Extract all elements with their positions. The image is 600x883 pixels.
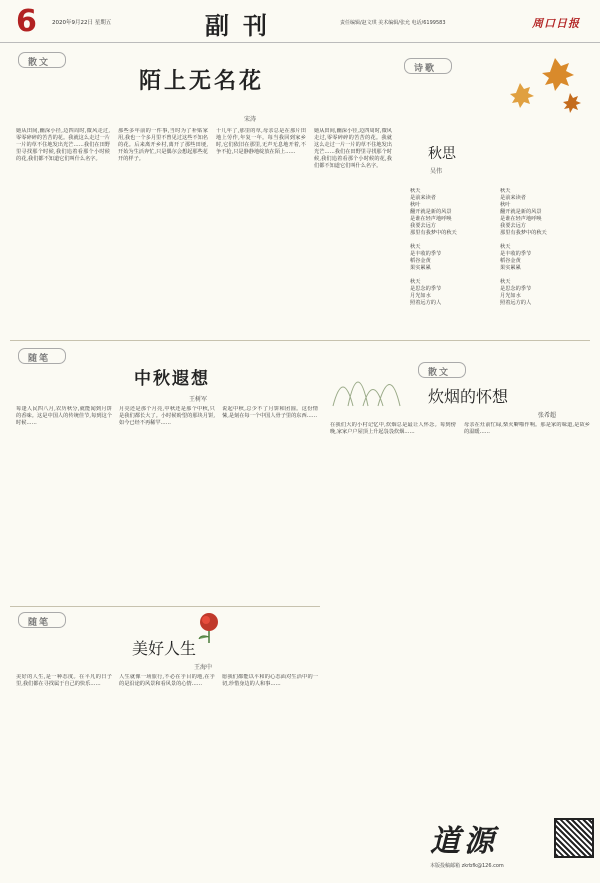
article-column: 在我们大的小村记忆中,炊烟总是最让人怀念。每到傍晚,家家户户屋顶上升起袅袅炊烟…… [330, 422, 456, 435]
article-title: 美好人生 [132, 639, 197, 658]
article-author: 宋涛 [244, 116, 257, 123]
paper-logo [532, 12, 592, 30]
article-column: 每逢人民四八月,农历秋分,就能闻到月饼的香味。这是中国人的传统佳节,每到这个时候…… [16, 406, 112, 426]
article-author: 张希超 [538, 412, 557, 419]
article-lu-shang-wu-ming-hua [14, 42, 394, 335]
article-title: 炊烟的怀想 [428, 387, 509, 406]
article-mei-hao-ren-sheng [14, 608, 320, 873]
article-column: 愿我们都能以平和的心态面对生活中的一切,珍惜身边的人和事…… [222, 674, 318, 687]
article-column: 她从田间,幽深小径,边四周时,微风走过,零零碎碎的苦苦的花。我就这么走过一片一片的草不住地发出光芒……我们在田野里寻找那个时候,我们追着看那个小时候的花,我们都不知道它们叫什么名字。 [16, 128, 110, 162]
page-number: 6 [16, 4, 37, 39]
article-column: 母亲在灶前忙碌,柴火噼啪作响。那是家的味道,是故乡的温暖…… [464, 422, 590, 435]
section-tag-label: 散文 [428, 368, 451, 378]
submission-note: 本版投稿邮箱 zkrbfk@126.com [430, 863, 504, 869]
article-column: 美好的人生,是一种态度。在平凡的日子里,我们都在寻找属于自己的快乐…… [16, 674, 112, 687]
editor-info: 责任编辑/赵文琪 美术编辑/张允 电话/6199583 [340, 20, 446, 26]
leaves-illustration [460, 48, 590, 128]
article-zhong-qiu-xia-xiang [14, 342, 320, 605]
poem-author: 吴伟 [430, 168, 443, 175]
poem-body: 秋天 是前来读者 秋叶 翻开就是新的风景 是谁在轻声地呼唤 我要去远方 那里有我梦中的秋天 秋天 是丰收的季节 稻谷金黄 果实累累 秋天 是思念的季节 月光如水 照着远方的人 [410, 188, 457, 306]
page-header [0, 0, 600, 43]
poem-title: 秋思 [428, 146, 456, 162]
paper-name: 周口日报 [532, 17, 580, 30]
article-title: 陌上无名花 [139, 69, 265, 94]
article-column: 那些多年前的一件事,当时为了补贴家用,我也一个多月里不曾见过这些不知名的花。后来离开乡村,离开了那些田埂,开始为生活奔忙,只是偶尔会想起那些花开的样子。 [118, 128, 208, 162]
article-author: 王树军 [189, 396, 208, 403]
poem-tag: 诗歌 [414, 64, 437, 74]
article-column: 十几年了,那里的草,母亲总是在那片田地上劳作,年复一年。每当我回到家乡时,它们依旧在那里,无声无息地开着,不争不抢,只是静静地绽放在陌上…… [216, 128, 306, 155]
article-author: 王海中 [194, 664, 213, 671]
maple-leaf-icon [460, 48, 590, 128]
divider [10, 606, 320, 607]
issue-date: 2020年9月22日 星期五 [52, 20, 112, 26]
section-title: 副刊 [205, 12, 281, 40]
article-column: 她从田间,幽深小径,边四周时,微风走过,零零碎碎的苦苦的花。我就这么走过一片一片的草不住地发出光芒……我们在田野里寻找那个时候,我们追着看那个小时候的花,我们都不知道它们叫什么名字。 [314, 128, 392, 169]
calligraphy-title: 道源 [430, 824, 498, 859]
section-tag-label: 随笔 [28, 618, 51, 628]
grass-icon [328, 348, 408, 408]
grass-illustration [328, 348, 408, 408]
article-column: 说起中秋,总少不了月饼和团圆。这份情愫,是刻在每一个中国人骨子里的东西…… [222, 406, 318, 419]
article-chui-yan-de-huai-xiang [328, 342, 592, 872]
article-title: 中秋遐想 [134, 369, 210, 389]
footer-banner [430, 816, 594, 876]
poem-body: 秋天 是前来读者 秋叶 翻开就是新的风景 是谁在轻声地呼唤 我要去远方 那里有我梦中的秋天 秋天 是丰收的季节 稻谷金黄 果实累累 秋天 是思念的季节 月光如水 照着远方的人 [500, 188, 547, 306]
section-tag-label: 随笔 [28, 354, 51, 364]
article-column: 月亮还是那个月亮,中秋还是那个中秋,只是我们都长大了。小时候盼望的那块月饼,如今已经不再稀罕…… [119, 406, 215, 426]
article-column: 人生就像一场旅行,不必在乎目的地,在乎的是沿途的风景和看风景的心情…… [119, 674, 215, 687]
poem-qiu-si [400, 48, 592, 328]
section-tag-label: 散文 [28, 58, 51, 68]
divider [10, 340, 590, 341]
qr-code [554, 818, 594, 858]
